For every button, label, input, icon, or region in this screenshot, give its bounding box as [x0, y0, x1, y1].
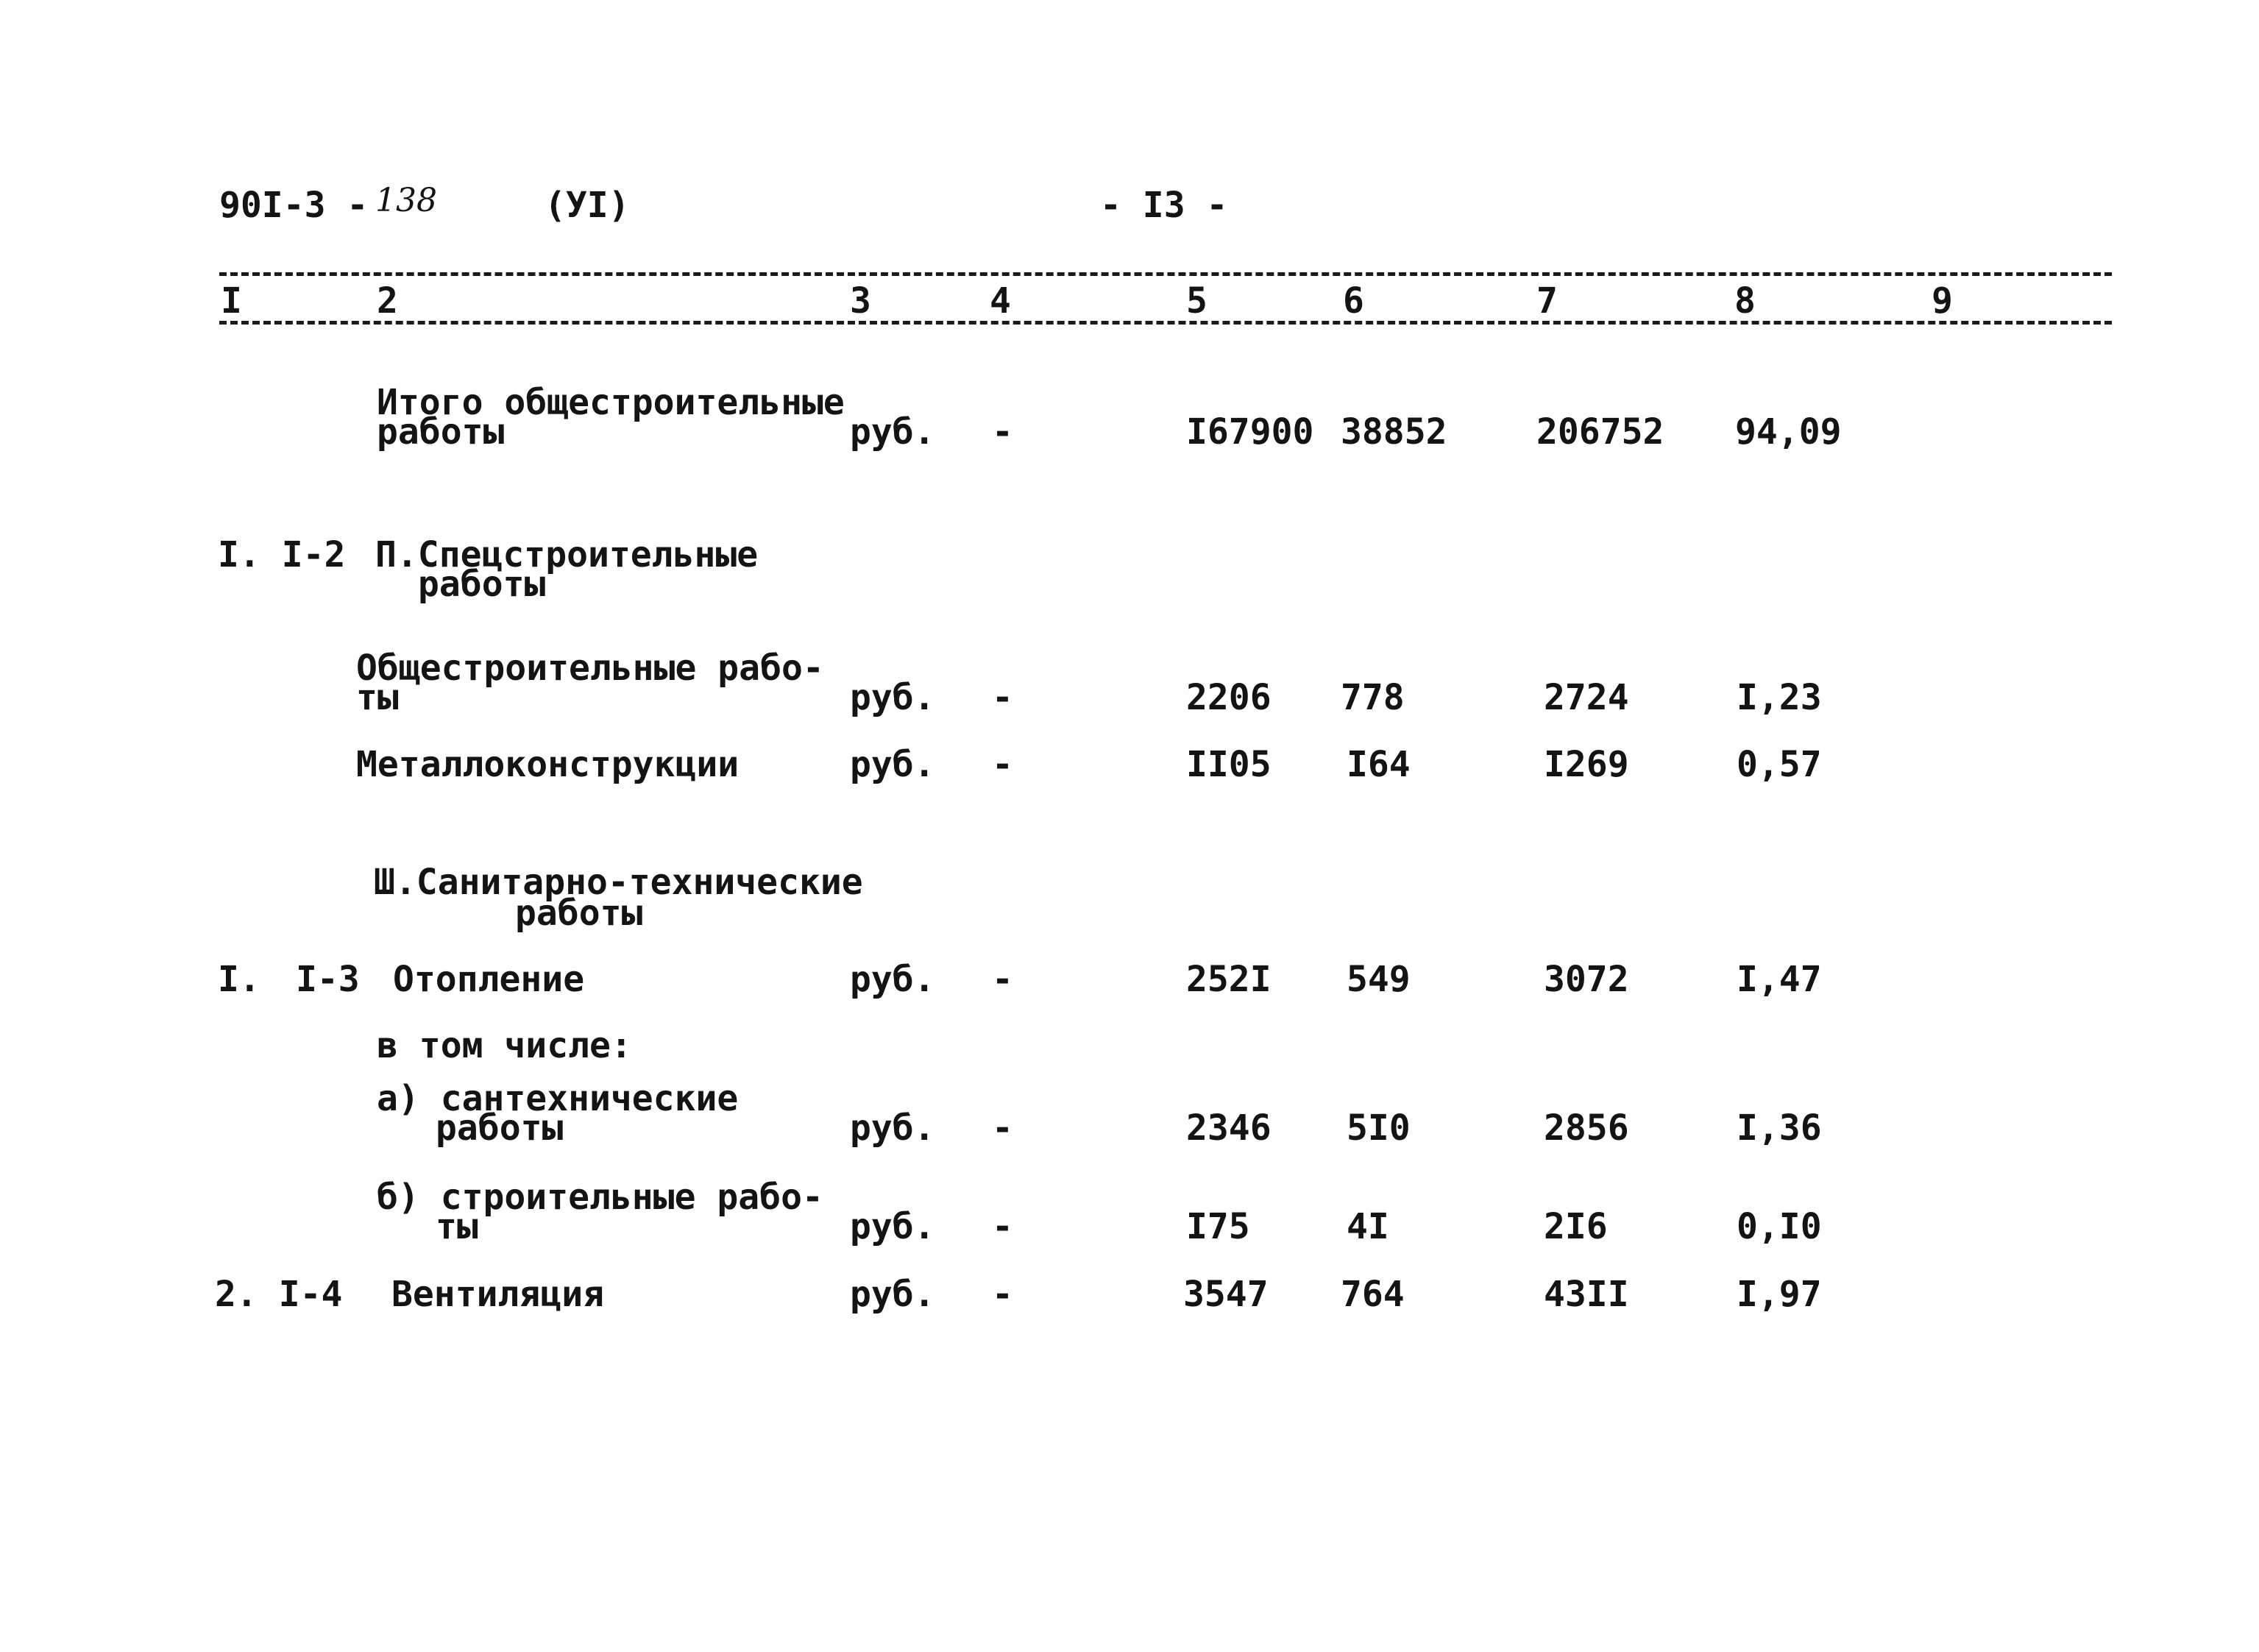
row-4-col6: I64: [1347, 744, 1411, 785]
header-top-rule: [219, 272, 2112, 276]
row-10-col7: 43II: [1544, 1274, 1629, 1315]
row-2-name-line1: П.Спецстроительные: [375, 534, 759, 575]
album-number: (УI): [545, 185, 630, 226]
row-2-name-line2: работы: [418, 564, 546, 605]
row-9-col5: I75: [1186, 1206, 1250, 1247]
row-3-col5: 2206: [1186, 677, 1272, 718]
row-8-col8: I,36: [1737, 1107, 1822, 1149]
row-10-col4: -: [992, 1274, 1013, 1315]
row-3-col4: -: [992, 677, 1013, 718]
row-6-unit: руб.: [850, 959, 935, 1000]
row-9-col7: 2I6: [1544, 1206, 1608, 1247]
row-9-unit: руб.: [850, 1206, 935, 1247]
col-5-label: 5: [1186, 280, 1207, 322]
page-number: - I3 -: [1100, 185, 1228, 226]
row-8-col6: 5I0: [1347, 1107, 1411, 1149]
row-4-name: Металлоконструкции: [356, 744, 740, 785]
row-8-col4: -: [992, 1107, 1013, 1149]
row-10-unit: руб.: [850, 1274, 935, 1315]
row-4-col4: -: [992, 744, 1013, 785]
row-6-col8: I,47: [1737, 959, 1822, 1000]
header-bottom-rule: [219, 321, 2112, 325]
row-8-name-line2: работы: [436, 1107, 564, 1149]
row-3-name-line2: ты: [356, 677, 399, 718]
row-9-name-line2: ты: [436, 1206, 478, 1247]
row-8-name-line1: а) сантехнические: [377, 1078, 739, 1119]
row-5-name-line2: работы: [515, 893, 643, 934]
row-8-col7: 2856: [1544, 1107, 1629, 1149]
doc-code: 90I-3 -: [219, 185, 369, 226]
col-7-label: 7: [1536, 280, 1558, 322]
row-1-col8: 94,09: [1735, 411, 1842, 453]
col-6-label: 6: [1343, 280, 1364, 322]
row-3-unit: руб.: [850, 677, 935, 718]
row-5-name-line1: Ш.Санитарно-технические: [374, 862, 863, 903]
row-1-col6: 38852: [1341, 411, 1447, 453]
row-2-number: I. I-2: [218, 534, 346, 575]
row-3-col6: 778: [1341, 677, 1405, 718]
col-8-label: 8: [1734, 280, 1756, 322]
row-6-col6: 549: [1347, 959, 1411, 1000]
col-4-label: 4: [990, 280, 1011, 322]
row-3-col7: 2724: [1544, 677, 1629, 718]
col-1-label: I: [221, 280, 242, 322]
row-6-name: Отопление: [393, 959, 585, 1000]
col-9-label: 9: [1932, 280, 1953, 322]
row-6-number-sub: I-3: [296, 959, 360, 1000]
row-8-col5: 2346: [1186, 1107, 1272, 1149]
row-10-col8: I,97: [1737, 1274, 1822, 1315]
row-1-col4: -: [992, 411, 1013, 453]
row-4-col8: 0,57: [1737, 744, 1822, 785]
row-6-col4: -: [992, 959, 1013, 1000]
row-10-name: Вентиляция: [391, 1274, 604, 1315]
row-7-note: в том числе:: [377, 1025, 632, 1066]
row-1-unit: руб.: [850, 411, 935, 453]
row-9-name-line1: б) строительные рабо-: [377, 1177, 823, 1218]
row-10-number: 2. I-4: [215, 1274, 343, 1315]
col-3-label: 3: [850, 280, 871, 322]
row-10-col6: 764: [1341, 1274, 1405, 1315]
row-9-col8: 0,I0: [1737, 1206, 1822, 1247]
row-1-col7: 206752: [1536, 411, 1664, 453]
row-1-name-line1: Итого общестроительные: [377, 382, 845, 423]
row-4-unit: руб.: [850, 744, 935, 785]
col-2-label: 2: [377, 280, 398, 322]
row-6-col5: 252I: [1186, 959, 1272, 1000]
row-10-col5: 3547: [1183, 1274, 1269, 1315]
row-1-name-line2: работы: [377, 411, 505, 453]
row-3-name-line1: Общестроительные рабо-: [356, 648, 824, 689]
row-8-unit: руб.: [850, 1107, 935, 1149]
row-4-col5: II05: [1186, 744, 1272, 785]
doc-code-handwritten: 138: [375, 182, 437, 219]
row-1-col5: I67900: [1186, 411, 1314, 453]
row-9-col4: -: [992, 1206, 1013, 1247]
row-9-col6: 4I: [1347, 1206, 1389, 1247]
row-6-col7: 3072: [1544, 959, 1629, 1000]
row-4-col7: I269: [1544, 744, 1629, 785]
row-6-number: I.: [218, 959, 260, 1000]
row-3-col8: I,23: [1737, 677, 1822, 718]
